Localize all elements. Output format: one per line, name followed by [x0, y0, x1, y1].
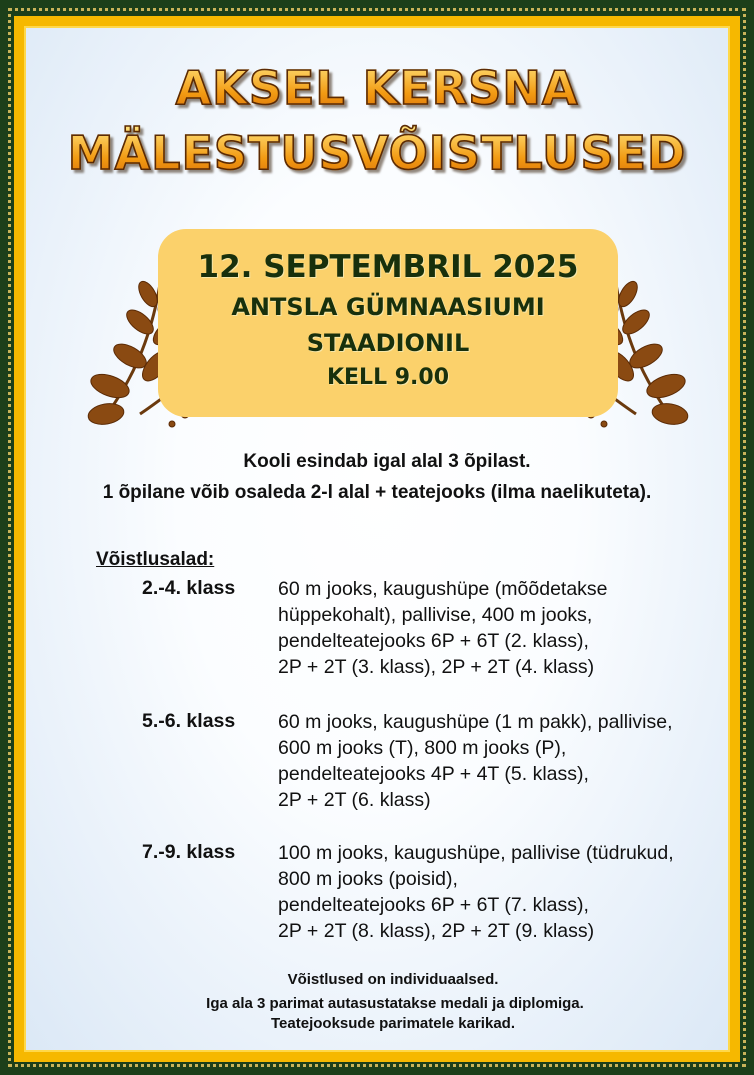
event-date: 12. SEPTEMBRIL 2025: [197, 249, 579, 285]
event-info-box: [158, 229, 618, 417]
footer-line-1: Võistlused on individuaalsed.: [287, 971, 499, 988]
event-line: pendelteatejooks 4P + 4T (5. klass),: [278, 763, 589, 785]
event-line: 100 m jooks, kaugushüpe, pallivise (tüdrukud,: [278, 842, 674, 864]
footer-line-3: Teatejooksude parimatele karikad.: [271, 1015, 515, 1032]
grade-label: 7.-9. klass: [142, 841, 236, 863]
event-line: 600 m jooks (T), 800 m jooks (P),: [278, 737, 567, 759]
title-line-2: MÄLESTUSVÕISTLUSED: [24, 126, 730, 180]
event-line: pendelteatejooks 6P + 6T (2. klass),: [278, 630, 589, 652]
grade-label: 5.-6. klass: [142, 710, 236, 732]
event-place-line-1: ANTSLA GÜMNAASIUMI: [231, 293, 545, 321]
event-line: 2P + 2T (6. klass): [278, 789, 431, 811]
grade-events: [278, 840, 728, 944]
event-line: 60 m jooks, kaugushüpe (mõõdetakse: [278, 578, 608, 600]
event-place-line-2: STAADIONIL: [306, 329, 470, 357]
poster: [14, 16, 740, 1062]
event-line: 60 m jooks, kaugushüpe (1 m pakk), pallivise,: [278, 711, 673, 733]
grade-events: [278, 576, 728, 680]
event-line: 2P + 2T (3. klass), 2P + 2T (4. klass): [278, 656, 595, 678]
event-time: KELL 9.00: [326, 365, 450, 390]
title-line-1: AKSEL KERSNA: [24, 61, 730, 115]
event-line: 800 m jooks (poisid),: [278, 868, 458, 890]
intro-line-2: 1 õpilane võib osaleda 2-l alal + teatejooks (ilma naelikuteta).: [102, 482, 652, 503]
event-line: hüppekohalt), pallivise, 400 m jooks,: [278, 604, 593, 626]
grade-events: [278, 709, 728, 813]
event-line: 2P + 2T (8. klass), 2P + 2T (9. klass): [278, 920, 595, 942]
grade-label: 2.-4. klass: [142, 577, 236, 599]
footer-line-2: Iga ala 3 parimat autasustatakse medali ja diplomiga.: [206, 995, 584, 1012]
disciplines-heading: Võistlusalad:: [96, 549, 215, 570]
intro-line-1: Kooli esindab igal alal 3 õpilast.: [243, 451, 531, 472]
event-line: pendelteatejooks 6P + 6T (7. klass),: [278, 894, 589, 916]
